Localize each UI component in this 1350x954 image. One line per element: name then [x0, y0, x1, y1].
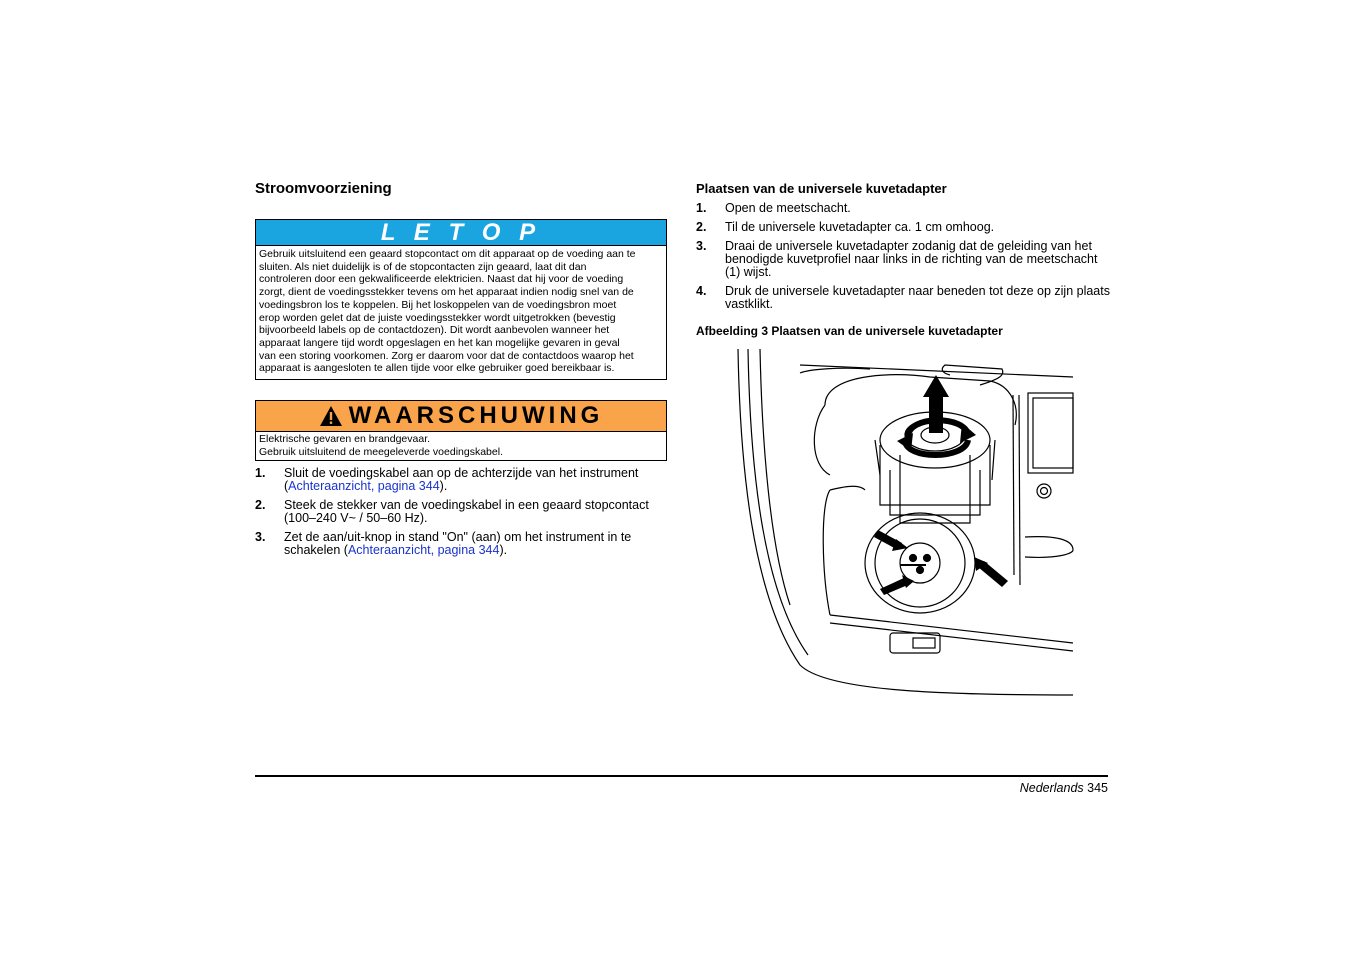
step-text: Druk de universele kuvetadapter naar beneden tot deze op zijn plaats vastklikt.: [725, 284, 1110, 311]
step-number: 3.: [696, 239, 707, 253]
warning-line: Gebruik uitsluitend de meegeleverde voedingskabel.: [259, 445, 503, 458]
notice-line: voedingsbron los te koppelen. Bij het loskoppelen van de voedingsbron moet: [259, 298, 617, 311]
notice-line: sluiten. Als niet duidelijk is of de stopcontacten zijn geaard, laat dit dan: [259, 260, 587, 273]
notice-line: erop worden gelet dat de juiste voedingsstekker wordt uitgetrokken (bevestig: [259, 311, 616, 324]
warning-header: [256, 401, 666, 432]
footer-language: Nederlands: [1019, 781, 1084, 795]
list-item: [255, 531, 667, 557]
page-footer: [1020, 781, 1108, 795]
step-text-after: ).: [439, 479, 448, 493]
warning-line: Elektrische gevaren en brandgevaar.: [259, 433, 431, 445]
notice-line: apparaat is aangesloten te allen tijde voor elke gebruiker goed bereikbaar is.: [259, 362, 615, 375]
notice-line: bijvoorbeeld labels op de contactdozen). Dit wordt aanbevolen wanneer het: [259, 324, 610, 337]
cuvette-adapter-illustration: [730, 345, 1075, 700]
step-number: 1.: [255, 466, 266, 480]
step-text: Sluit de voedingskabel aan op de achterzijde van het instrument (: [284, 466, 639, 493]
step-text: Til de universele kuvetadapter ca. 1 cm omhoog.: [725, 220, 995, 234]
list-item: [696, 202, 1110, 215]
notice-title: L E T O P: [380, 218, 542, 246]
list-item: [696, 285, 1110, 311]
warning-triangle-icon: [319, 405, 343, 427]
step-text-after: ).: [499, 543, 508, 557]
notice-line: apparaat langere tijd wordt opgeslagen en het kan mogelijke gevaren in geval: [259, 336, 620, 349]
warning-title: WAARSCHUWING: [348, 402, 604, 429]
notice-body: [256, 246, 666, 378]
power-steps-list: [255, 467, 667, 563]
section-heading-power: Stroomvoorziening: [255, 180, 392, 197]
notice-header: [256, 220, 666, 246]
notice-line: zorgt, dient de voedingsstekker tevens om het apparaat indien nodig snel van de: [259, 286, 634, 299]
figure-caption: Afbeelding 3 Plaatsen van de universele kuvetadapter: [696, 324, 1003, 338]
section-heading-adapter: Plaatsen van de universele kuvetadapter: [696, 181, 947, 196]
page-number: 345: [1087, 781, 1108, 795]
notice-line: Gebruik uitsluitend een geaard stopcontact om dit apparaat op de voeding aan te: [259, 248, 636, 260]
step-text: Draai de universele kuvetadapter zodanig dat de geleiding van het benodigde kuvetprofiel naar links in de richting van de meetschacht (1) wijst.: [725, 239, 1098, 279]
step-text: Steek de stekker van de voedingskabel in een geaard stopcontact (100–240 V~ / 50–60 Hz).: [284, 498, 649, 525]
step-number: 4.: [696, 284, 707, 298]
cross-reference-link[interactable]: Achteraanzicht, pagina 344: [288, 479, 440, 493]
list-item: [696, 221, 1110, 234]
warning-box: [255, 400, 667, 461]
step-text: Zet de aan/uit-knop in stand "On" (aan) om het instrument in te schakelen (: [284, 530, 632, 557]
step-number: 2.: [696, 220, 707, 234]
cross-reference-link[interactable]: Achteraanzicht, pagina 344: [347, 543, 500, 557]
warning-body: [256, 432, 666, 461]
step-number: 1.: [696, 201, 707, 215]
step-number: 2.: [255, 498, 266, 512]
notice-line: van een storing voorkomen. Zorg er daarom voor dat de contactdoos waarop het: [259, 349, 634, 362]
footer-rule: [255, 775, 1108, 777]
list-item: [255, 499, 667, 525]
notice-box: [255, 219, 667, 380]
adapter-steps-list: [696, 202, 1110, 317]
list-item: [255, 467, 667, 493]
step-text: Open de meetschacht.: [725, 201, 851, 215]
step-number: 3.: [255, 530, 266, 544]
notice-line: controleren door een gekwalificeerde elektricien. Naast dat hij voor de voeding: [259, 273, 624, 286]
list-item: [696, 240, 1110, 279]
